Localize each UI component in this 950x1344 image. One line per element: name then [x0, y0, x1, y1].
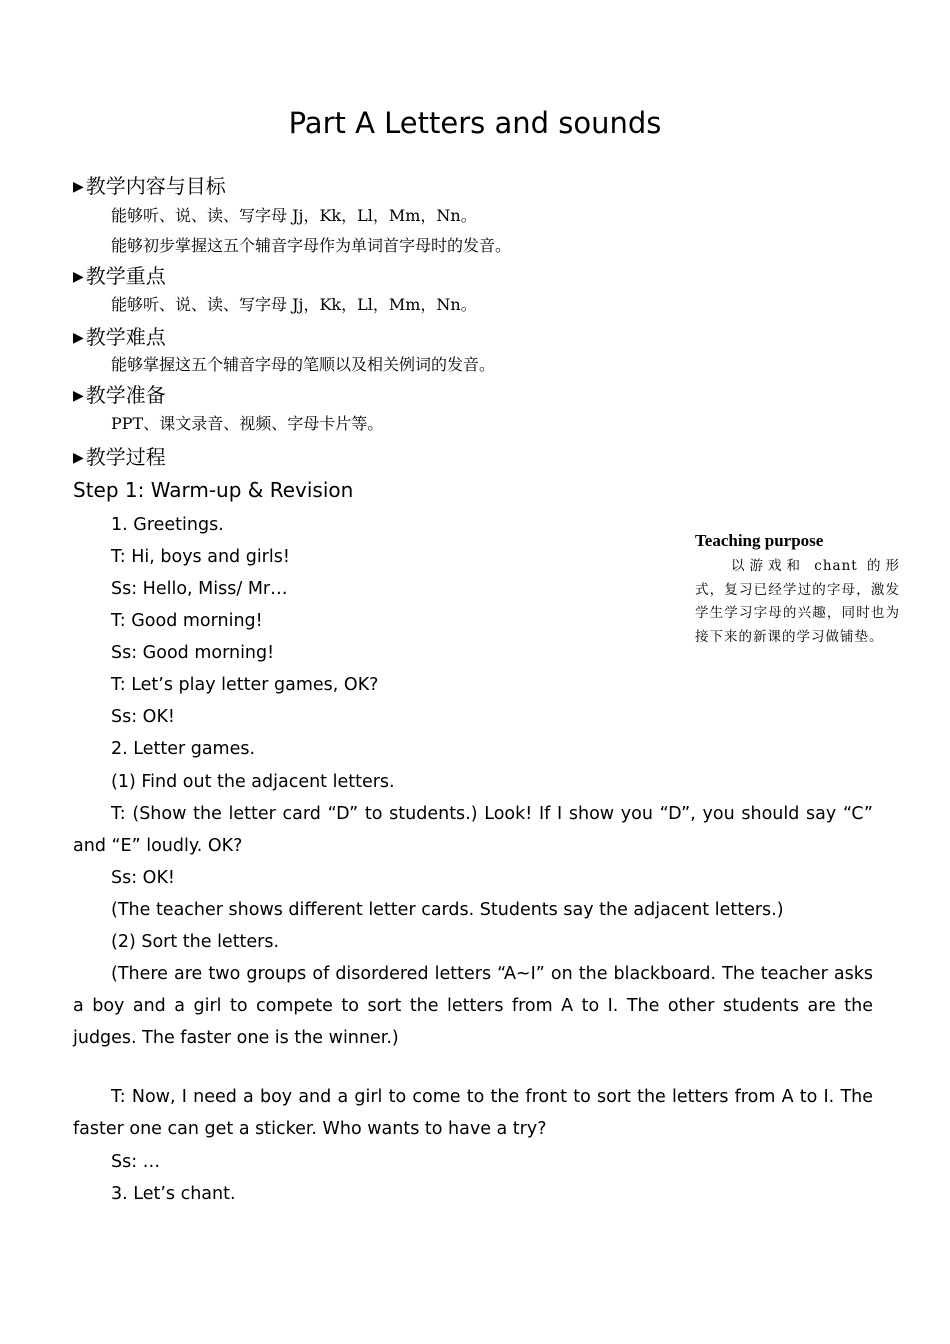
triangle-bullet-icon: ▶: [73, 388, 84, 404]
dialogue-line: 3. Let’s chant.: [111, 1184, 236, 1204]
section-heading-preparation: ▶ 教学准备: [73, 383, 166, 407]
content-goal-line-1: 能够听、说、读、写字母 Jj，Kk，Ll，Mm，Nn。: [111, 206, 477, 225]
section-heading-key-points: ▶ 教学重点: [73, 264, 166, 288]
difficulty-line-1: 能够掌握这五个辅音字母的笔顺以及相关例词的发音。: [111, 355, 496, 374]
dialogue-line: Ss: OK!: [111, 868, 175, 888]
paragraph-two-groups: (There are two groups of disordered letters “A~I” on the blackboard. The teacher asks a boy and a girl to compete to sort the letters from A to I. The other students are the judges. The faster one is the winner.): [73, 964, 873, 1048]
dialogue-line: 1. Greetings.: [111, 515, 224, 535]
section-heading-process: ▶ 教学过程: [73, 445, 166, 469]
dialogue-line: 2. Letter games.: [111, 739, 256, 759]
paragraph-now-need: T: Now, I need a boy and a girl to come to the front to sort the letters from A to I. The faster one can get a sticker. Who wants to have a try?: [73, 1087, 873, 1139]
teaching-purpose-title: Teaching purpose: [695, 531, 824, 550]
teaching-purpose-body: 以游戏和 chant 的形式，复习已经学过的字母，激发学生学习字母的兴趣，同时也为接下来的新课的学习做铺垫。: [695, 558, 900, 645]
dialogue-line: T: Hi, boys and girls!: [111, 547, 290, 567]
section-heading-difficulties: ▶ 教学难点: [73, 325, 166, 349]
triangle-bullet-icon: ▶: [73, 179, 84, 195]
key-point-line-1: 能够听、说、读、写字母 Jj，Kk，Ll，Mm，Nn。: [111, 295, 477, 314]
dialogue-line: Ss: Hello, Miss/ Mr…: [111, 579, 288, 599]
dialogue-line: (2) Sort the letters.: [111, 932, 280, 952]
section-heading-content-goals: ▶ 教学内容与目标: [73, 174, 226, 198]
preparation-line-1: PPT、课文录音、视频、字母卡片等。: [111, 414, 384, 433]
triangle-bullet-icon: ▶: [73, 330, 84, 346]
dialogue-line: (1) Find out the adjacent letters.: [111, 772, 395, 792]
content-goal-line-2: 能够初步掌握这五个辅音字母作为单词首字母时的发音。: [111, 236, 512, 255]
dialogue-line: (The teacher shows different letter cards. Students say the adjacent letters.): [111, 900, 784, 920]
page-title: Part A Letters and sounds: [288, 106, 662, 140]
dialogue-line: Ss: …: [111, 1152, 161, 1172]
dialogue-line: Ss: OK!: [111, 707, 175, 727]
paragraph-show-card: T: (Show the letter card “D” to students.) Look! If I show you “D”, you should say “C” and “E” loudly. OK?: [73, 804, 873, 856]
triangle-bullet-icon: ▶: [73, 450, 84, 466]
dialogue-line: T: Good morning!: [111, 611, 263, 631]
dialogue-line: Ss: Good morning!: [111, 643, 275, 663]
dialogue-line: T: Let’s play letter games, OK?: [111, 675, 379, 695]
step1-title: Step 1: Warm-up & Revision: [73, 478, 354, 502]
triangle-bullet-icon: ▶: [73, 269, 84, 285]
